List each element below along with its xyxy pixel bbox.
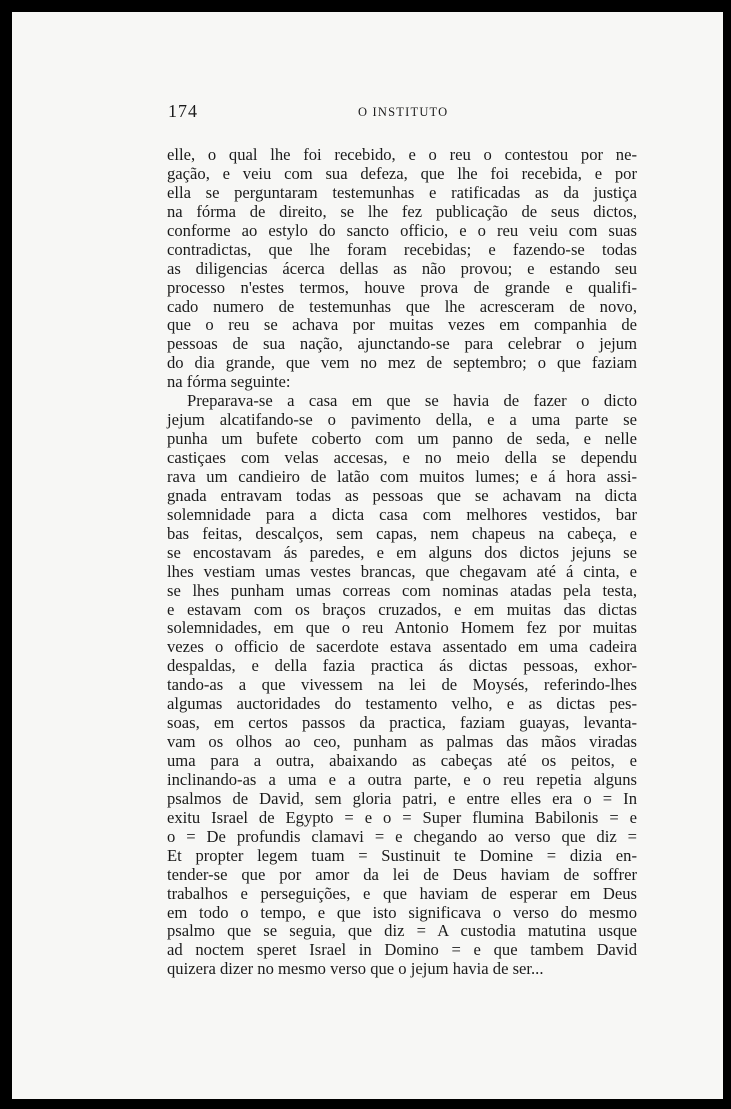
text-line: trabalhos e perseguições, e que haviam de esperar em Deus (167, 883, 637, 903)
text-line: gnada entravam todas as pessoas que se achavam na dicta (167, 485, 637, 505)
text-line: do dia grande, que vem no mez de septembro; o que faziam (167, 353, 637, 373)
text-line: psalmo que se seguia, que diz = A custodia matutina usque (167, 921, 637, 941)
text-line: gação, e veiu com sua defeza, que lhe foi recebida, e por (167, 163, 637, 183)
text-line: processo n'estes termos, houve prova de grande e qualifi- (167, 277, 637, 297)
text-line: tender-se que por amor da lei de Deus haviam de soffrer (167, 864, 637, 884)
text-line: quizera dizer no mesmo verso que o jejum havia de ser... (167, 959, 544, 979)
text-line: que o reu se achava por muitas vezes em companhia de (167, 315, 637, 335)
page-number: 174 (168, 101, 198, 121)
text-line: na fórma de direito, se lhe fez publicação de seus dictos, (167, 201, 637, 221)
text-line: pessoas de sua nação, ajunctando-se para celebrar o jejum (167, 334, 637, 354)
text-line: jejum alcatifando-se o pavimento della, e a uma parte se (167, 410, 637, 430)
text-line: vezes o officio de sacerdote estava assentado em uma cadeira (167, 637, 637, 657)
text-line: rava um candieiro de latão com muitos lumes; e á hora assi- (167, 466, 637, 486)
text-line: ella se perguntaram testemunhas e ratificadas as da justiça (167, 182, 637, 202)
text-line: Preparava-se a casa em que se havia de fazer o dicto (187, 391, 637, 411)
text-line: e estavam com os braços cruzados, e em muitas das dictas (167, 599, 637, 619)
text-line: bas feitas, descalços, sem capas, nem chapeus na cabeça, e (167, 523, 637, 543)
text-line: lhes vestiam umas vestes brancas, que chegavam até á cinta, e (167, 561, 637, 581)
text-line: vam os olhos ao ceo, punham as palmas das mãos viradas (167, 732, 637, 752)
text-line: psalmos de David, sem gloria patri, e entre elles era o = In (167, 788, 637, 808)
text-line: se encostavam ás paredes, e em alguns dos dictos jejuns se (167, 542, 637, 562)
text-line: soas, em certos passos da practica, faziam guayas, levanta- (167, 713, 637, 733)
text-line: ad noctem speret Israel in Domino = e que tambem David (167, 940, 637, 960)
text-line: solemnidade para a dicta casa com melhores vestidos, bar (167, 504, 637, 524)
page-header (168, 101, 638, 127)
text-line: exitu Israel de Egypto = e o = Super flumina Babilonis = e (167, 807, 637, 827)
text-line: uma para a outra, abaixando as cabeças até os peitos, e (167, 751, 637, 770)
text-line: algumas auctoridades do testamento velho, e as dictas pes- (167, 694, 637, 714)
text-line: Et propter legem tuam = Sustinuit te Domine = dizia en- (167, 845, 637, 865)
text-line: se lhes punham umas correas com nominas atadas pela testa, (167, 580, 637, 600)
text-line: tando-as a que vivessem na lei de Moysés, referindo-lhes (167, 675, 637, 695)
text-line: as diligencias ácerca dellas as não provou; e estando seu (167, 258, 637, 278)
text-line: conforme ao estylo do sancto officio, e o reu veiu com suas (167, 220, 637, 240)
text-line: o = De profundis clamavi = e chegando ao verso que diz = (167, 826, 637, 846)
text-line: contradictas, que lhe foram recebidas; e fazendo-se todas (167, 239, 637, 259)
text-line: na fórma seguinte: (167, 372, 291, 392)
text-line: elle, o qual lhe foi recebido, e o reu o contestou por ne- (167, 145, 637, 164)
text-line: solemnidades, em que o reu Antonio Homem fez por muitas (167, 618, 637, 638)
text-line: punha um bufete coberto com um panno de seda, e nelle (167, 429, 637, 449)
text-line: inclinando-as a uma e a outra parte, e o reu repetia alguns (167, 769, 637, 789)
text-line: castiçaes com velas accesas, e no meio della se dependu (167, 448, 637, 467)
text-line: em todo o tempo, e que isto significava o verso do mesmo (167, 902, 637, 922)
text-line: despaldas, e della fazia practica ás dictas pessoas, exhor- (167, 656, 637, 676)
running-head: O INSTITUTO (358, 105, 449, 119)
body-text (167, 146, 637, 979)
text-line: cado numero de testemunhas que lhe acresceram de novo, (167, 296, 637, 316)
